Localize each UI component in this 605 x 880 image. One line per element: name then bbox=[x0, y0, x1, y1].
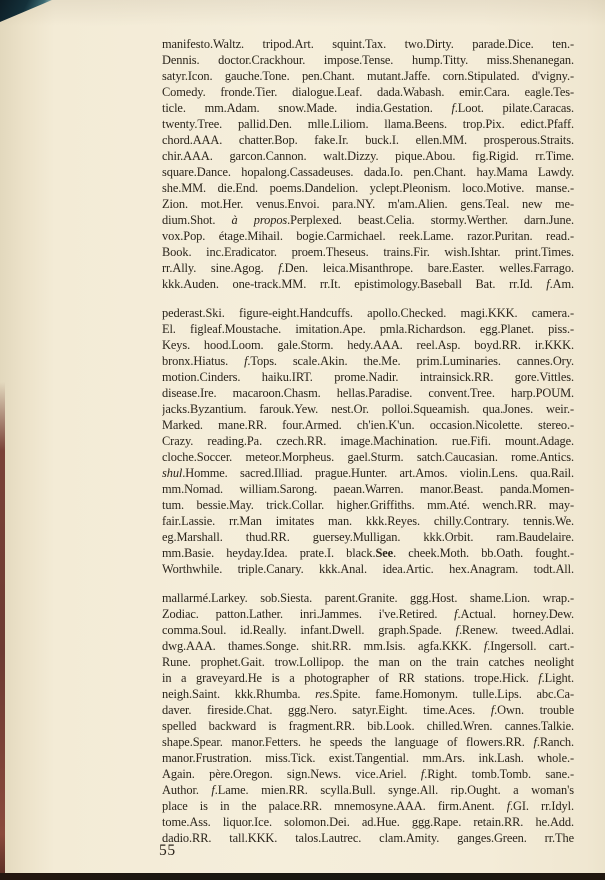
text-line: mm.Basie. heyday.Idea. prate.I. black.See. cheek.Moth. bb.Oath. fought.- bbox=[162, 546, 574, 560]
text-line: ticle. mm.Adam. snow.Made. india.Gestation. f.Loot. pilate.Caracas. bbox=[162, 101, 574, 115]
paragraph bbox=[162, 305, 574, 577]
text-line: Dennis. doctor.Crackhour. impose.Tense. hump.Titty. miss.Shenanegan. bbox=[162, 53, 574, 67]
text-line: fair.Lassie. rr.Man imitates man. kkk.Reyes. chilly.Contrary. tennis.We. bbox=[162, 514, 574, 528]
text-line: Comedy. fronde.Tier. dialogue.Leaf. dada.Wabash. emir.Cara. eagle.Tes- bbox=[162, 85, 574, 99]
text-line: dadio.RR. tall.KKK. talos.Lautrec. clam.Amity. ganges.Green. rr.The bbox=[162, 831, 574, 845]
text-line: Zion. mot.Her. venus.Envoi. para.NY. m'am.Alien. gens.Teal. new me- bbox=[162, 197, 574, 211]
text-line: shul.Homme. sacred.Illiad. prague.Hunter. art.Amos. violin.Lens. qua.Rail. bbox=[162, 466, 574, 480]
text-line: comma.Soul. id.Really. infant.Dwell. graph.Spade. f.Renew. tweed.Adlai. bbox=[162, 623, 574, 637]
scan-corner-shadow bbox=[0, 0, 52, 22]
text-line: chord.AAA. chatter.Bop. fake.Ir. buck.I. ellen.MM. prosperous.Straits. bbox=[162, 133, 574, 147]
text-line: El. figleaf.Moustache. imitation.Ape. pmla.Richardson. egg.Planet. piss.- bbox=[162, 322, 574, 336]
text-line: mallarmé.Larkey. sob.Siesta. parent.Granite. ggg.Host. shame.Lion. wrap.- bbox=[162, 591, 574, 605]
paragraph bbox=[162, 36, 574, 292]
page-number: 55 bbox=[159, 842, 176, 859]
binding-edge-strip bbox=[0, 382, 5, 874]
text-line: manifesto.Waltz. tripod.Art. squint.Tax. two.Dirty. parade.Dice. ten.- bbox=[162, 37, 574, 51]
text-line: Marked. mane.RR. four.Armed. ch'ien.K'un. occasion.Nicolette. stereo.- bbox=[162, 418, 574, 432]
text-line: satyr.Icon. gauche.Tone. pen.Chant. mutant.Jaffe. corn.Stipulated. d'vigny.- bbox=[162, 69, 574, 83]
text-line: manor.Frustration. miss.Tick. exist.Tangential. mm.Ars. ink.Lash. whole.- bbox=[162, 751, 574, 765]
text-line: daver. fireside.Chat. ggg.Nero. satyr.Eight. time.Aces. f.Own. trouble bbox=[162, 703, 574, 717]
text-line: mm.Nomad. william.Sarong. paean.Warren. manor.Beast. panda.Momen- bbox=[162, 482, 574, 496]
text-line: Book. inc.Eradicator. proem.Theseus. trains.Fir. wish.Ishtar. print.Times. bbox=[162, 245, 574, 259]
text-line: shape.Spear. manor.Fetters. he speeds the language of flowers.RR. f.Ranch. bbox=[162, 735, 574, 749]
text-line: Author. f.Lame. mien.RR. scylla.Bull. synge.All. rip.Ought. a woman's bbox=[162, 783, 574, 797]
text-line: tome.Ass. liquor.Ice. solomon.Dei. ad.Hue. ggg.Rape. retain.RR. he.Add. bbox=[162, 815, 574, 829]
text-line: twenty.Tree. pallid.Den. mlle.Liliom. llama.Beens. trop.Pix. edict.Pfaff. bbox=[162, 117, 574, 131]
text-line: spelled backward is fragment.RR. bib.Look. chilled.Wren. cannes.Talkie. bbox=[162, 719, 574, 733]
text-line: kkk.Auden. one-track.MM. rr.It. epistimology.Baseball Bat. rr.Id. f.Am. bbox=[162, 277, 574, 291]
text-line: rr.Ally. sine.Agog. f.Den. leica.Misanthrope. bare.Easter. welles.Farrago. bbox=[162, 261, 574, 275]
paragraph bbox=[162, 590, 574, 846]
text-column bbox=[162, 36, 574, 859]
scan-edge-bottom bbox=[0, 873, 605, 880]
text-line: Again. père.Oregon. sign.News. vice.Ariel. f.Right. tomb.Tomb. sane.- bbox=[162, 767, 574, 781]
text-line: vox.Pop. étage.Mihail. bogie.Carmichael. reek.Lame. razor.Puritan. read.- bbox=[162, 229, 574, 243]
text-line: chir.AAA. garcon.Cannon. walt.Dizzy. pique.Abou. fig.Rigid. rr.Time. bbox=[162, 149, 574, 163]
text-line: in a graveyard.He is a photographer of RR stations. trope.Hick. f.Light. bbox=[162, 671, 574, 685]
text-line: cloche.Soccer. meteor.Morpheus. gael.Sturm. satch.Caucasian. rome.Antics. bbox=[162, 450, 574, 464]
text-line: neigh.Saint. kkk.Rhumba. res.Spite. fame.Homonym. tulle.Lips. abc.Ca- bbox=[162, 687, 574, 701]
text-line: she.MM. die.End. poems.Dandelion. yclept.Pleonism. loco.Motive. manse.- bbox=[162, 181, 574, 195]
text-line: jacks.Byzantium. farouk.Yew. nest.Or. polloi.Squeamish. qua.Jones. weir.- bbox=[162, 402, 574, 416]
text-line: Rune. prophet.Gait. trow.Lollipop. the man on the train catches neolight bbox=[162, 655, 574, 669]
text-line: square.Dance. hopalong.Cassadeuses. dada.Io. pen.Chant. hay.Mama Lawdy. bbox=[162, 165, 574, 179]
text-line: Keys. hood.Loom. gale.Storm. hedy.AAA. reel.Asp. boyd.RR. ir.KKK. bbox=[162, 338, 574, 352]
text-line: motion.Cinders. haiku.IRT. prome.Nadir. intrainsick.RR. gore.Vittles. bbox=[162, 370, 574, 384]
text-line: disease.Ire. macaroon.Chasm. hellas.Paradise. convent.Tree. harp.POUM. bbox=[162, 386, 574, 400]
text-line: pederast.Ski. figure-eight.Handcuffs. apollo.Checked. magi.KKK. camera.- bbox=[162, 306, 574, 320]
text-line: Worthwhile. triple.Canary. kkk.Anal. idea.Artic. hex.Anagram. todt.All. bbox=[162, 562, 574, 576]
text-line: dium.Shot. à propos.Perplexed. beast.Celia. stormy.Werther. darn.June. bbox=[162, 213, 574, 227]
text-line: Crazy. reading.Pa. czech.RR. image.Machination. rue.Fifi. mount.Adage. bbox=[162, 434, 574, 448]
text-line: Zodiac. patton.Lather. inri.Jammes. i've.Retired. f.Actual. horney.Dew. bbox=[162, 607, 574, 621]
text-line: place is in the palace.RR. mnemosyne.AAA. firm.Anent. f.GI. rr.Idyl. bbox=[162, 799, 574, 813]
text-line: eg.Marshall. thud.RR. guersey.Mulligan. kkk.Orbit. ram.Baudelaire. bbox=[162, 530, 574, 544]
text-line: tum. bessie.May. trick.Collar. higher.Griffiths. mm.Até. wench.RR. may- bbox=[162, 498, 574, 512]
text-line: bronx.Hiatus. f.Tops. scale.Akin. the.Me. prim.Luminaries. cannes.Ory. bbox=[162, 354, 574, 368]
text-line: dwg.AAA. thames.Songe. shit.RR. mm.Isis. agfa.KKK. f.Ingersoll. cart.- bbox=[162, 639, 574, 653]
